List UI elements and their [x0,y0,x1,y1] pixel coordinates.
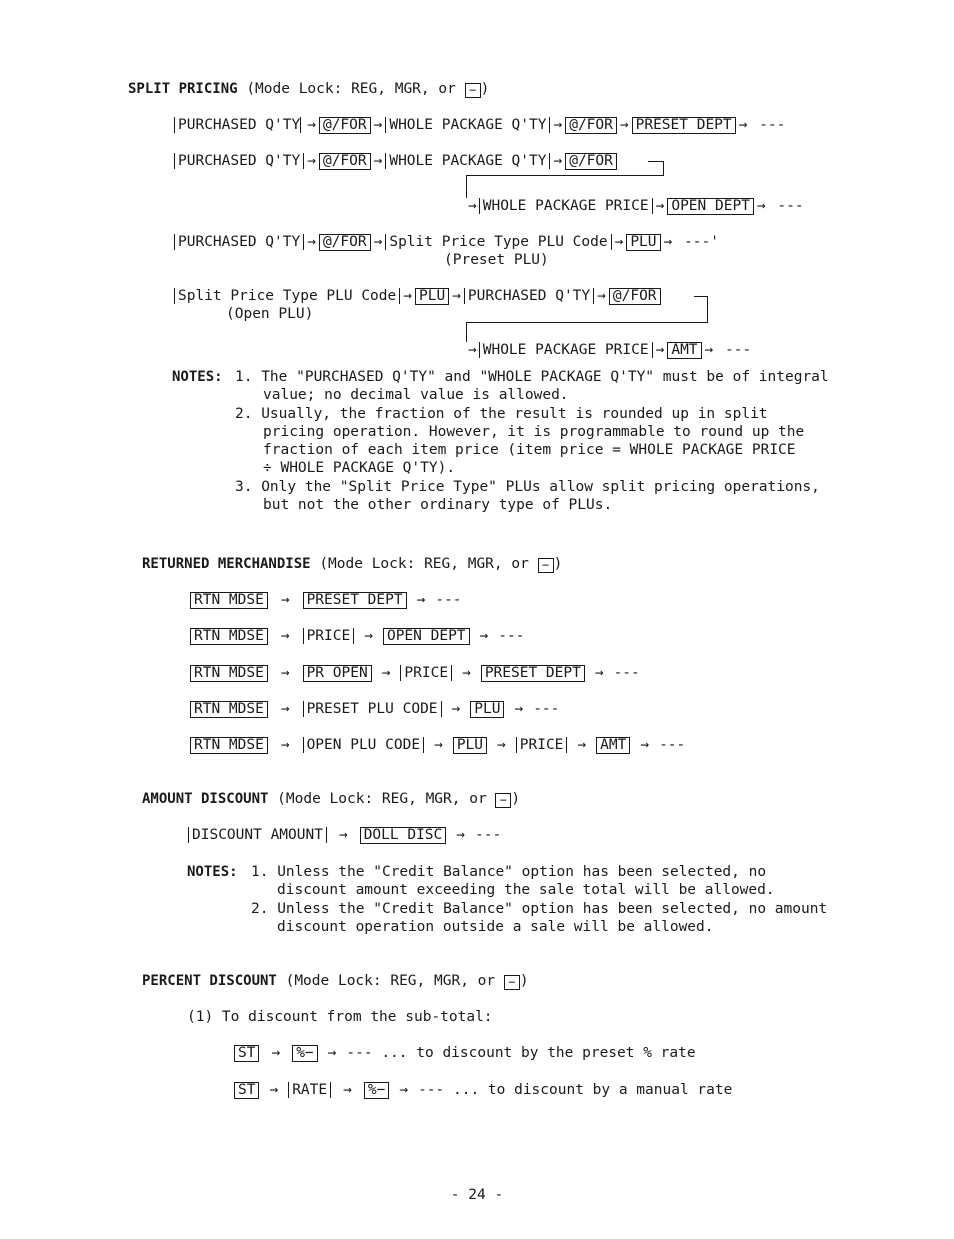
flow-connector [466,175,664,176]
arrow-right-icon: → [327,1045,337,1061]
arrow-right-icon: → [399,1082,409,1098]
split-price-plu-code-entry: Split Price Type PLU Code [385,234,611,250]
split-pricing-heading: SPLIT PRICING (Mode Lock: REG, MGR, or − ) [128,81,490,97]
arrow-right-icon: → [553,153,563,169]
flow-connector [648,161,664,162]
mode-lock-text: (Mode Lock: REG, MGR, or [285,973,496,989]
flow-connector [466,322,708,323]
arrow-right-icon: → [614,234,624,250]
returned-merchandise-sequence-2: RTN MDSE → PRICE → OPEN DEPT → --- [190,627,524,645]
split-pricing-sequence-4 [174,287,661,305]
rtn-mdse-key: RTN MDSE [190,701,268,718]
arrow-right-icon: → [343,1082,352,1098]
discount-amount-entry: DISCOUNT AMOUNT [188,827,327,843]
notes-label: NOTES: [187,864,238,880]
split-pricing-sequence-4-continued: → WHOLE PACKAGE PRICE → AMT → --- [468,342,752,358]
arrow-right-icon: → [338,827,348,843]
rtn-mdse-key: RTN MDSE [190,737,268,754]
note-item: 2. Unless the "Credit Balance" option has been selected, no amount [251,900,828,917]
split-pricing-sequence-3: PURCHASED Q'TY → @/FOR → Split Price Type PLU Code → PLU → ---' [174,233,719,251]
purchased-qty-entry: PURCHASED Q'TY [174,234,304,250]
arrow-right-icon: → [663,234,673,250]
arrow-right-icon: → [434,737,443,753]
purchased-qty-entry: PURCHASED Q'TY [174,117,300,133]
arrow-right-icon: → [577,737,587,753]
flow-connector [466,175,467,198]
doll-disc-key: DOLL DISC [360,827,447,844]
arrow-right-icon: → [451,701,461,717]
arrow-right-icon: → [307,117,316,133]
split-price-plu-code-entry: Split Price Type PLU Code [174,288,400,304]
open-dept-key: OPEN DEPT [383,628,470,645]
arrow-right-icon: → [269,1082,279,1098]
arrow-right-icon: → [456,827,465,843]
whole-package-qty-entry: WHOLE PACKAGE Q'TY [385,117,550,133]
description-text: to discount by the preset % rate [416,1045,696,1061]
arrow-right-icon: → [479,628,489,644]
arrow-right-icon: → [462,665,471,681]
open-dept-key: OPEN DEPT [667,198,754,215]
page-number: - 24 - [450,1187,504,1203]
arrow-right-icon: → [373,117,383,133]
split-pricing-sequence-1: PURCHASED Q'TY → @/FOR → WHOLE PACKAGE Q'TY → @/FOR → PRESET DEPT → --- [174,116,785,134]
whole-package-qty-entry: WHOLE PACKAGE Q'TY [385,153,550,169]
amount-discount-notes: 1. Unless the "Credit Balance" option has been selected, no discount amount exceeding the sale total will be allowed. 2. Unless the "Credit Balance" option has been selected, no amount discount operation outside a sale will be allowed. [251,864,828,935]
preset-plu-code-entry: PRESET PLU CODE [303,701,442,717]
section-title: SPLIT PRICING [128,81,238,97]
returned-merchandise-heading: RETURNED MERCHANDISE (Mode Lock: REG, MGR, or − ) [142,556,563,572]
rate-entry: RATE [288,1082,331,1098]
flow-connector [707,296,708,322]
rtn-mdse-key: RTN MDSE [190,592,268,609]
arrow-right-icon: → [640,737,650,753]
arrow-right-icon: → [280,592,290,608]
st-key: ST [234,1082,259,1099]
percent-minus-key: %− [292,1045,317,1062]
arrow-right-icon: → [514,701,524,717]
price-entry: PRICE [303,628,355,644]
preset-dept-key: PRESET DEPT [632,117,736,134]
at-for-key: @/FOR [319,117,371,134]
returned-merchandise-sequence-3: RTN MDSE → PR OPEN → PRICE → PRESET DEPT → --- [190,664,640,682]
at-for-key: @/FOR [565,153,617,170]
rtn-mdse-key: RTN MDSE [190,665,268,682]
pr-open-key: PR OPEN [303,665,372,682]
arrow-right-icon: → [280,701,290,717]
whole-package-price-entry: WHOLE PACKAGE PRICE [479,198,653,214]
split-pricing-sequence-2 [174,152,617,170]
st-key: ST [234,1045,259,1062]
price-entry: PRICE [516,737,568,753]
arrow-right-icon: → [381,665,391,681]
percent-discount-heading: PERCENT DISCOUNT (Mode Lock: REG, MGR, or − ) [142,973,529,989]
note-item: 1. Unless the "Credit Balance" option has been selected, no [251,864,767,880]
flow-connector [663,161,664,175]
arrow-right-icon: → [307,234,316,250]
section-title: AMOUNT DISCOUNT [142,791,269,807]
minus-key-icon: − [504,975,520,990]
section-title: RETURNED MERCHANDISE [142,556,311,572]
at-for-key: @/FOR [319,234,371,251]
arrow-right-icon: → [373,234,383,250]
arrow-right-icon: → [738,117,748,133]
at-for-key: @/FOR [609,288,661,305]
arrow-right-icon: → [452,288,461,304]
amount-discount-sequence: DISCOUNT AMOUNT → DOLL DISC → --- [188,826,501,844]
notes-label: NOTES: [172,369,223,385]
amount-discount-heading: AMOUNT DISCOUNT (Mode Lock: REG, MGR, or − ) [142,791,521,807]
rtn-mdse-key: RTN MDSE [190,628,268,645]
minus-key-icon: − [538,558,554,573]
arrow-right-icon: → [403,288,412,304]
arrow-right-icon: → [416,592,426,608]
arrow-right-icon: → [655,342,665,358]
plu-key: PLU [626,234,660,251]
minus-key-icon: − [495,793,511,808]
percent-minus-key: %− [364,1082,389,1099]
at-for-key: @/FOR [565,117,617,134]
section-title: PERCENT DISCOUNT [142,973,277,989]
arrow-right-icon: → [280,665,290,681]
flow-connector [694,296,708,297]
returned-merchandise-sequence-4: RTN MDSE → PRESET PLU CODE → PLU → --- [190,700,559,718]
returned-merchandise-sequence-5: RTN MDSE → OPEN PLU CODE → PLU → PRICE → AMT → --- [190,736,685,754]
note-item: 1. The "PURCHASED Q'TY" and "WHOLE PACKAGE Q'TY" must be of integral [235,369,829,385]
plu-key: PLU [470,701,504,718]
plu-key: PLU [453,737,487,754]
mode-lock-text: (Mode Lock: REG, MGR, or [319,556,529,572]
description-text: to discount by a manual rate [487,1082,733,1098]
percent-discount-sequence-2: ST → RATE → %− → --- ... to discount by a manual rate [234,1081,732,1099]
arrow-right-icon: → [497,737,506,753]
percent-discount-subtitle: (1) To discount from the sub-total: [187,1009,493,1025]
split-pricing-sequence-2-continued: → WHOLE PACKAGE PRICE → OPEN DEPT → --- [468,198,804,214]
arrow-right-icon: → [373,153,383,169]
note-item: 2. Usually, the fraction of the result is rounded up in split [235,405,768,422]
whole-package-price-entry: WHOLE PACKAGE PRICE [479,342,653,358]
arrow-right-icon: → [364,628,373,644]
purchased-qty-entry: PURCHASED Q'TY [464,288,594,304]
arrow-right-icon: → [271,1045,281,1061]
arrow-right-icon: → [280,737,290,753]
plu-key: PLU [415,288,449,305]
arrow-right-icon: → [468,198,477,214]
arrow-right-icon: → [553,117,563,133]
split-pricing-notes: 1. The "PURCHASED Q'TY" and "WHOLE PACKAGE Q'TY" must be of integral value; no decimal value is allowed. 2. Usually, the fraction of the result is rounded up in split pricing operation. However, it is programmable to round up the fraction of each item price (item price = WHOLE PACKAGE PRICE ÷ WHOLE PACKAGE Q'TY). 3. Only the "Split Price Type" PLUs allow split pricing operations, but not the other ordinary type of PLUs. [235,369,829,514]
note-item: 3. Only the "Split Price Type" PLUs allow split pricing operations, [235,478,820,495]
amt-key: AMT [596,737,630,754]
flow-connector [466,322,467,342]
arrow-right-icon: → [704,342,714,358]
preset-dept-key: PRESET DEPT [303,592,407,609]
open-plu-code-entry: OPEN PLU CODE [303,737,425,753]
arrow-right-icon: → [280,628,290,644]
minus-key-icon: − [465,83,481,98]
arrow-right-icon: → [468,342,477,358]
open-plu-caption: (Open PLU) [226,306,314,322]
arrow-right-icon: → [655,198,665,214]
at-for-key: @/FOR [319,153,371,170]
percent-discount-sequence-1: ST → %− → --- ... to discount by the preset % rate [234,1044,696,1062]
preset-dept-key: PRESET DEPT [481,665,585,682]
returned-merchandise-sequence-1: RTN MDSE → PRESET DEPT → --- [190,591,462,609]
mode-lock-text: (Mode Lock: REG, MGR, or [246,81,456,97]
amt-key: AMT [667,342,701,359]
arrow-right-icon: → [594,665,604,681]
arrow-right-icon: → [619,117,629,133]
purchased-qty-entry: PURCHASED Q'TY [174,153,304,169]
arrow-right-icon: → [756,198,766,214]
preset-plu-caption: (Preset PLU) [444,252,549,268]
arrow-right-icon: → [307,153,316,169]
arrow-right-icon: → [597,288,606,304]
price-entry: PRICE [400,665,452,681]
mode-lock-text: (Mode Lock: REG, MGR, or [277,791,487,807]
